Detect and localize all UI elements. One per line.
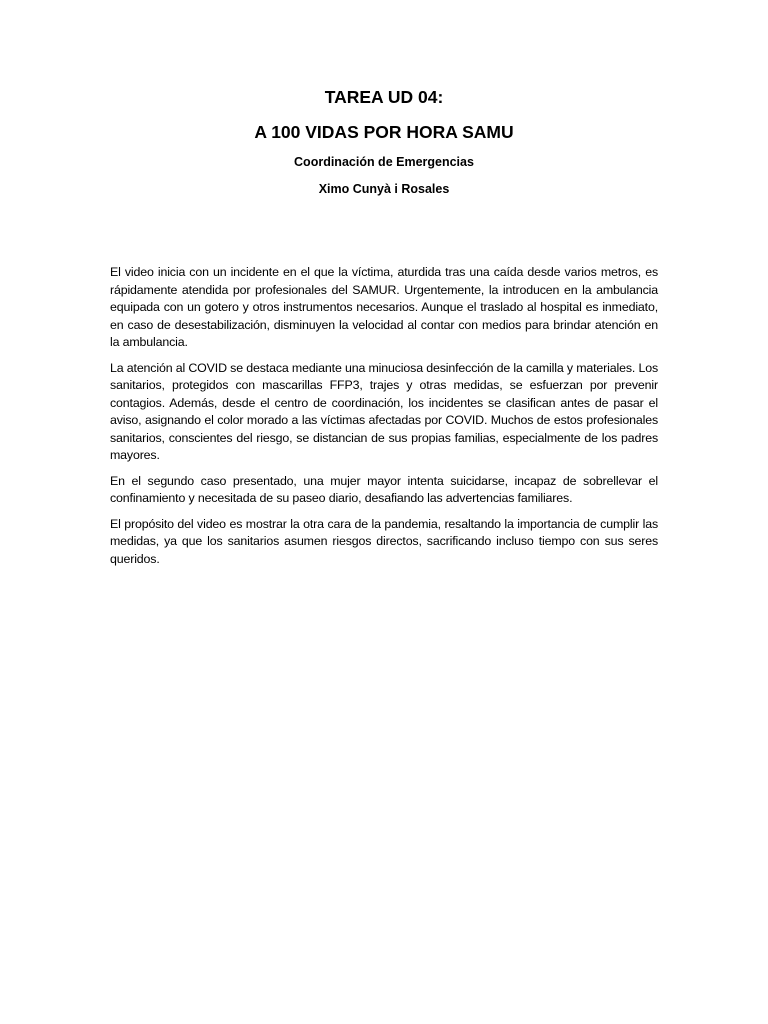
paragraph-4: El propósito del video es mostrar la otra cara de la pandemia, resaltando la importancia de cumplir las medidas, ya que los sanitarios asumen riesgos directos, sacrificando incluso tiempo con sus seres queridos.: [110, 516, 658, 566]
document-header: [0, 86, 768, 197]
paragraph-3: En el segundo caso presentado, una mujer mayor intenta suicidarse, incapaz de sobrellevar el confinamiento y necesitada de su paseo diario, desafiando las advertencias familiares.: [110, 473, 658, 505]
document-body: [110, 264, 658, 576]
course-name: Coordinación de Emergencias: [294, 155, 474, 169]
document-title-line-2: A 100 VIDAS POR HORA SAMU: [254, 122, 514, 142]
document-title-line-1: TAREA UD 04:: [324, 87, 444, 107]
paragraph-2: La atención al COVID se destaca mediante una minuciosa desinfección de la camilla y materiales. Los sanitarios, protegidos con mascarillas FFP3, trajes y otras medidas, se esfuerzan por prevenir contagios. Además, desde el centro de coordinación, los incidentes se clasifican antes de pasar el aviso, asignando el color morado a las víctimas afectadas por COVID. Muchos de estos profesionales sanitarios, conscientes del riesgo, se distancian de sus propias familias, especialmente de los padres mayores.: [110, 360, 658, 462]
author-name: Ximo Cunyà i Rosales: [318, 182, 450, 196]
paragraph-1: El video inicia con un incidente en el que la víctima, aturdida tras una caída desde varios metros, es rápidamente atendida por profesionales del SAMUR. Urgentemente, la introducen en la ambulancia equipada con un gotero y otros instrumentos necesarios. Aunque el traslado al hospital es inmediato, en caso de desestabilización, disminuyen la velocidad al contar con medios para brindar atención en la ambulancia.: [110, 265, 658, 349]
